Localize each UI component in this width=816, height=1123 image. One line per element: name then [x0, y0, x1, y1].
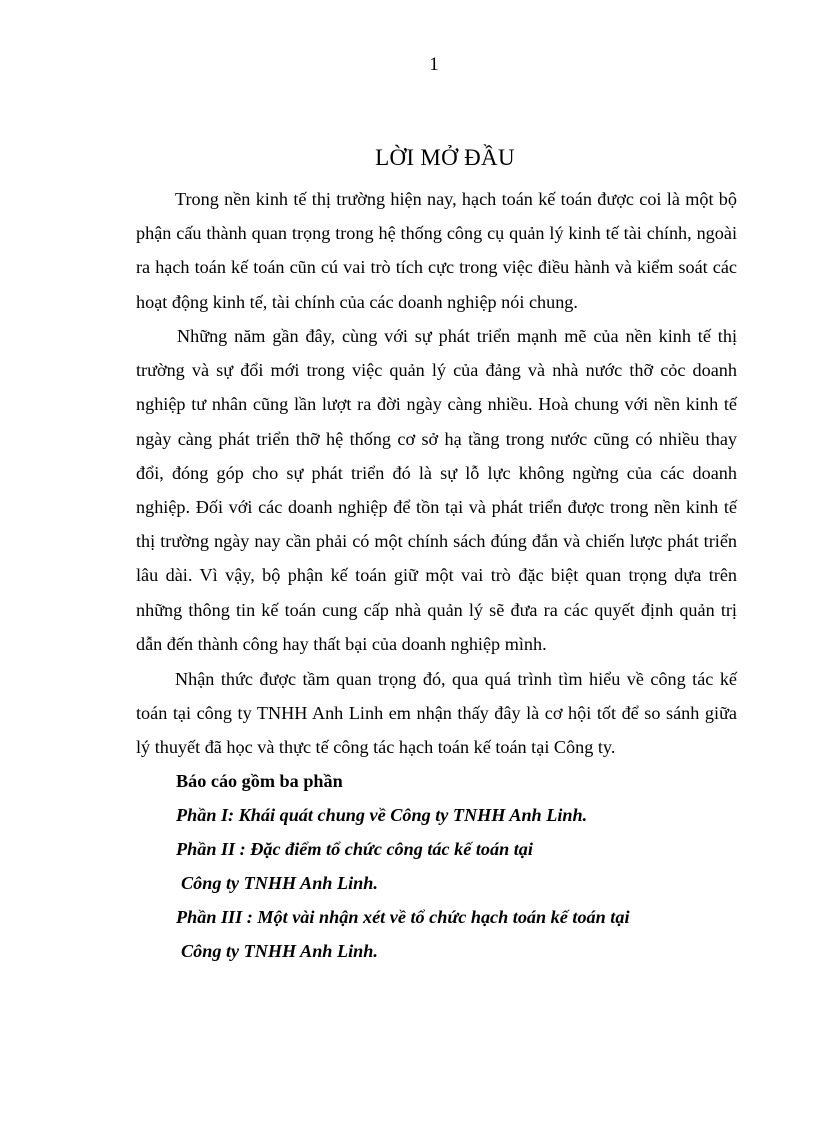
page-number: 1	[429, 54, 439, 75]
outline-heading: Báo cáo gồm ba phần	[176, 771, 343, 791]
outline-item-part-3: Phần III : Một vài nhận xét về tổ chức hạch toán kế toán tại	[176, 907, 630, 927]
paragraph-text: Nhận thức được tầm quan trọng đó, qua quá trình tìm hiểu về công tác kế toán tại công ty TNHH Anh Linh em nhận thấy đây là cơ hội tốt để so sánh giữa lý thuyết đã học và thực tế công tác hạch toán kế toán tại Công ty.	[136, 669, 737, 758]
intro-paragraph-1	[136, 182, 737, 319]
outline-item-part-2-continued: Công ty TNHH Anh Linh.	[181, 873, 378, 893]
paragraph-text: Những năm gần đây, cùng với sự phát triển mạnh mẽ của nền kinh tế thị trường và sự đổi mới trong việc quản lý của đảng và nhà nước thỡ cỏc doanh nghiệp tư nhân cũng lần lượt ra đời ngày càng nhiều. Hoà chung với nền kinh tế ngày càng phát triển thỡ hệ thống cơ sở hạ tầng trong nước cũng có nhiều thay đổi, đóng góp cho sự phát triển đó là sự lỗ lực không ngừng của các doanh nghiệp. Đối với các doanh nghiệp để tồn tại và phát triển được trong nền kinh tế thị trường ngày nay cần phải có một chính sách đúng đắn và chiến lược phát triển lâu dài. Vì vậy, bộ phận kế toán giữ một vai trò đặc biệt quan trọng dựa trên những thông tin kế toán cung cấp nhà quản lý sẽ đưa ra các quyết định quản trị dẫn đến thành công hay thất bại của doanh nghiệp mình.	[136, 326, 737, 654]
outline-item-part-3-continued: Công ty TNHH Anh Linh.	[181, 941, 378, 961]
paragraph-text: Trong nền kinh tế thị trường hiện nay, hạch toán kế toán được coi là một bộ phận cấu thành quan trọng trong hệ thống công cụ quản lý kinh tế tài chính, ngoài ra hạch toán kế toán cũn cú vai trò tích cực trong việc điều hành và kiểm soát các hoạt động kinh tế, tài chính của các doanh nghiệp nói chung.	[136, 189, 737, 312]
intro-paragraph-2	[136, 319, 737, 661]
outline-item-part-2: Phần II : Đặc điểm tổ chức công tác kế toán tại	[176, 839, 533, 859]
page-title: LỜI MỞ ĐẦU	[375, 145, 515, 170]
outline-item-part-1: Phần I: Khái quát chung về Công ty TNHH Anh Linh.	[176, 805, 588, 825]
intro-paragraph-3	[136, 662, 737, 765]
